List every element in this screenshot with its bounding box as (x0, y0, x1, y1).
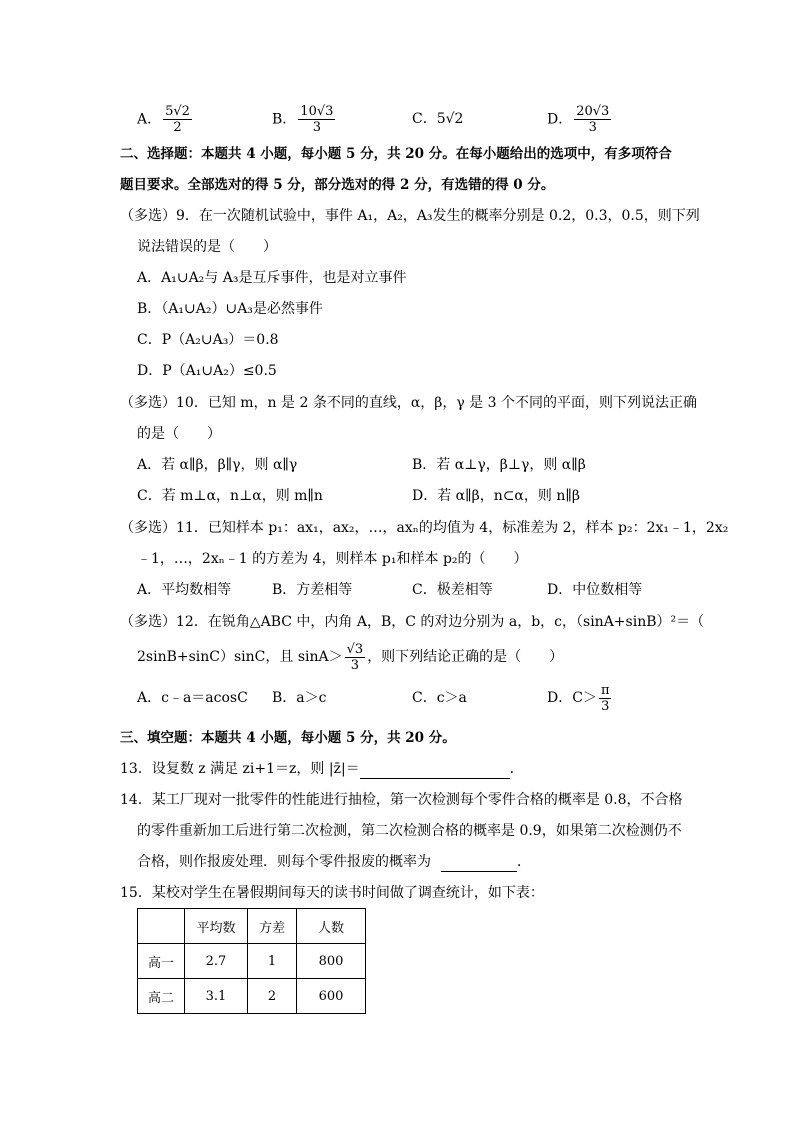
q9-option-b: B．（A₁∪A₂）∪A₃是必然事件 (137, 301, 323, 317)
q10-option-a: A．若 α∥β，β∥γ，则 α∥γ (137, 457, 298, 473)
q8-b-denominator: 3 (312, 120, 321, 135)
q10-option-d: D．若 α∥β，n⊂α，则 n∥β (412, 488, 580, 504)
section3-heading: 三、填空题：本题共 4 小题，每小题 5 分，共 20 分。 (120, 730, 456, 746)
table-cell: 3.1 (185, 979, 248, 1014)
section2-heading-line2: 题目要求。全部选对的得 5 分，部分选对的得 2 分，有选错的得 0 分。 (120, 177, 555, 193)
table-row (138, 979, 366, 1014)
q11-option-c: C．极差相等 (412, 582, 493, 598)
table-header-cell (138, 909, 185, 944)
q15-reading-table (137, 908, 366, 1014)
q12-stem-line1: （多选）12．在锐角△ABC 中，内角 A，B，C 的对边分别为 a，b，c，（sinA+sinB）²＝（ (120, 614, 705, 630)
q8-option-d: D． $\frac{20√3}{3}$ (547, 104, 610, 135)
table-header-cell: 平均数 (185, 909, 248, 944)
q12-frac-numerator: √3 (346, 641, 364, 657)
table-row (138, 944, 366, 979)
q12-stem-line2: 2sinB+sinC）sinC，且 sinA＞ $\frac{√3}{3}$ ，则下列结论正确的是（ ） (137, 641, 564, 673)
q12-option-a: A．c﹣a＝acosC (137, 690, 248, 706)
table-cell: 高一 (138, 944, 185, 979)
q10-option-c: C．若 m⊥α，n⊥α，则 m∥n (137, 488, 323, 504)
q9-option-c: C．P（A₂∪A₃）＝0.8 (137, 332, 279, 348)
q11-stem-line1: （多选）11．已知样本 p₁：ax₁，ax₂，…，axₙ的均值为 4，标准差为 2，样本 p₂：2x₁﹣1，2x₂ (120, 520, 729, 536)
q8-option-c: C．5√2 (412, 111, 464, 127)
q13-answer-blank[interactable] (360, 778, 510, 779)
table-header-row (138, 909, 366, 944)
section2-heading-line1: 二、选择题：本题共 4 小题，每小题 5 分，共 20 分。在每小题给出的选项中，有多项符合 (120, 146, 672, 162)
q10-stem-line2: 的是（ ） (137, 426, 221, 442)
q8-option-b: B． $\frac{10√3}{3}$ (272, 104, 334, 135)
q14-answer-blank[interactable] (441, 871, 517, 872)
table-cell: 2.7 (185, 944, 248, 979)
q11-option-d: D．中位数相等 (547, 582, 643, 598)
table-header-cell: 方差 (248, 909, 297, 944)
q8-a-denominator: 2 (173, 120, 182, 135)
q8-d-denominator: 3 (588, 120, 597, 135)
q13-line: 13．设复数 z 满足 zi+1＝z，则 |z̄|＝ ． (120, 761, 524, 777)
q8-b-numerator: 10√3 (300, 104, 334, 119)
table-cell: 600 (297, 979, 366, 1014)
q9-option-d: D．P（A₁∪A₂）≤0.5 (137, 363, 277, 379)
q8-d-numerator: 20√3 (576, 104, 610, 119)
table-header-cell: 人数 (297, 909, 366, 944)
q14-line1: 14．某工厂现对一批零件的性能进行抽检，第一次检测每个零件合格的概率是 0.8，不合格 (120, 792, 683, 808)
q15-stem: 15．某校对学生在暑假期间每天的读书时间做了调查统计，如下表： (120, 885, 544, 901)
table-cell: 800 (297, 944, 366, 979)
q12-option-c: C．c＞a (412, 690, 467, 706)
q12-d-denominator: 3 (601, 698, 610, 714)
q12-frac-denominator: 3 (350, 657, 360, 673)
q14-line3: 合格，则作报废处理．则每个零件报废的概率为 ． (137, 854, 531, 870)
q8-a-numerator: 5√2 (165, 104, 190, 119)
q14-line2: 的零件重新加工后进行第二次检测，第二次检测合格的概率是 0.9，如果第二次检测仍不 (137, 823, 682, 839)
q8-option-a: A． $\frac{5√2}{2}$ (137, 104, 190, 135)
q11-option-a: A．平均数相等 (137, 582, 232, 598)
q9-stem-line2: 说法错误的是（ ） (137, 239, 277, 255)
table-cell: 1 (248, 944, 297, 979)
q12-d-numerator: π (600, 682, 610, 698)
q11-stem-line2: ﹣1，…，2xₙ﹣1 的方差为 4，则样本 p₁和样本 p₂的（ ） (137, 551, 528, 567)
table-cell: 2 (248, 979, 297, 1014)
q10-stem-line1: （多选）10．已知 m，n 是 2 条不同的直线，α，β，γ 是 3 个不同的平面，则下列说法正确 (120, 395, 697, 411)
q12-option-b: B．a＞c (272, 690, 327, 706)
q10-option-b: B．若 α⊥γ，β⊥γ，则 α∥β (412, 457, 586, 473)
q8-c-value: 5√2 (436, 111, 464, 127)
q9-stem-line1: （多选）9．在一次随机试验中，事件 A₁，A₂，A₃发生的概率分别是 0.2，0.3，0.5，则下列 (120, 208, 700, 224)
q9-option-a: A．A₁∪A₂与 A₃是互斥事件，也是对立事件 (137, 270, 407, 286)
q12-option-d: D．C＞ $\frac{\pi}{3}$ (547, 682, 610, 714)
q11-option-b: B．方差相等 (272, 582, 353, 598)
table-cell: 高二 (138, 979, 185, 1014)
